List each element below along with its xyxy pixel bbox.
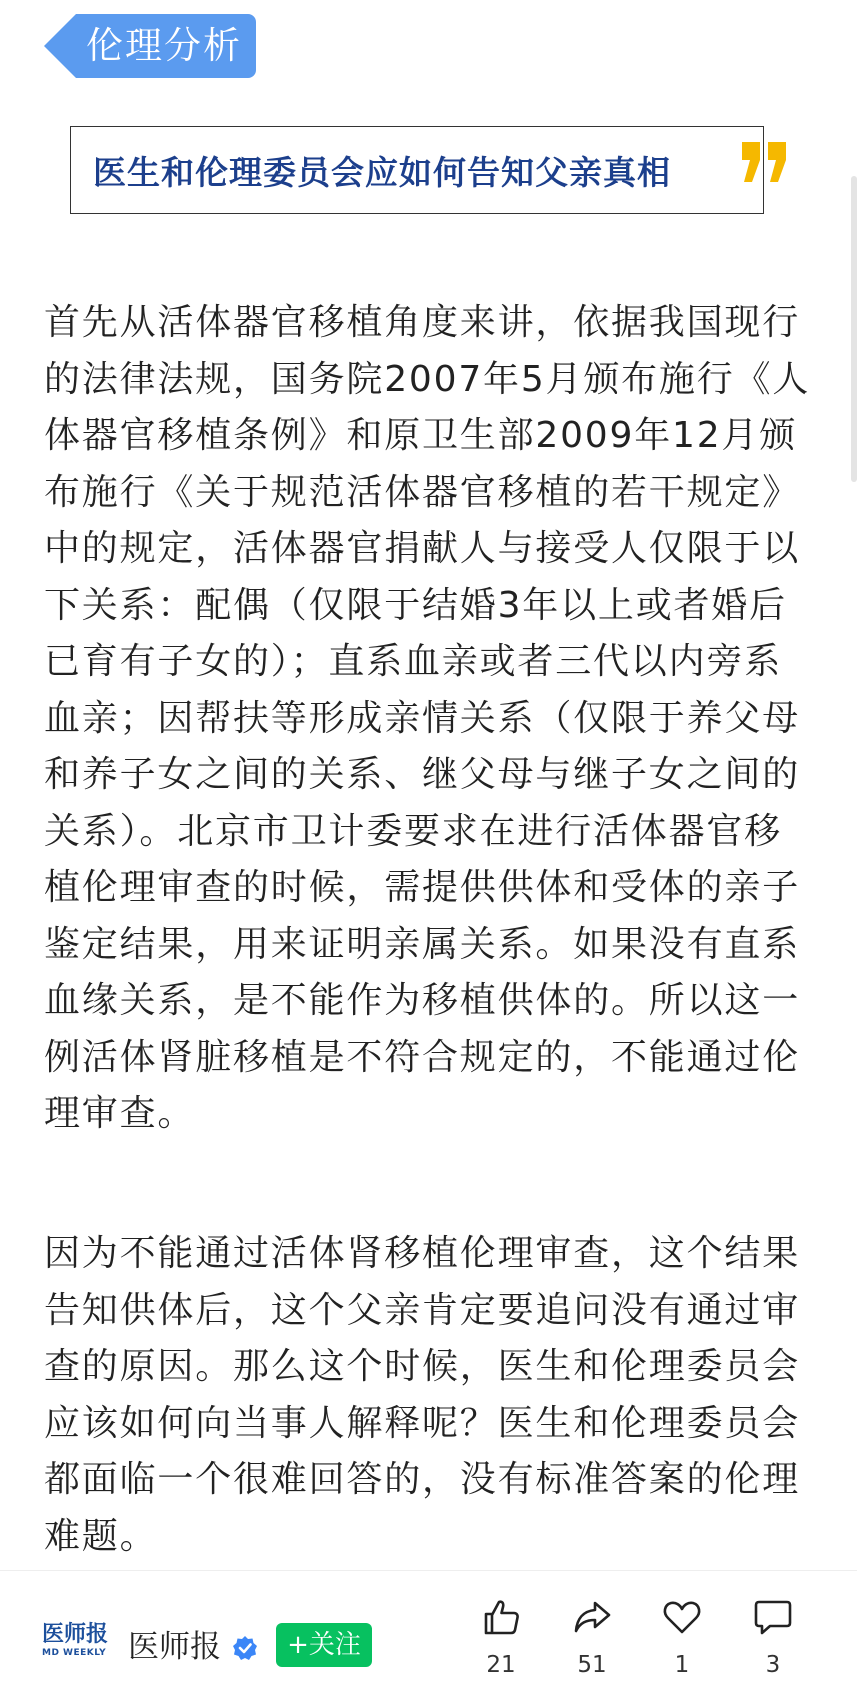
quote-mark-icon [738, 138, 792, 188]
comment-count: 3 [765, 1652, 781, 1678]
favorite-count: 1 [674, 1652, 690, 1678]
share-count: 51 [577, 1652, 607, 1678]
follow-button[interactable]: +关注 [276, 1623, 372, 1667]
comment-icon [753, 1597, 793, 1637]
publisher-logo[interactable] [42, 1621, 112, 1667]
favorite-button[interactable] [642, 1597, 722, 1679]
logo-en-text: MD WEEKLY [42, 1648, 107, 1658]
heart-icon [662, 1597, 702, 1637]
author-name[interactable]: 医师报 [128, 1629, 221, 1665]
like-button[interactable] [461, 1597, 541, 1679]
share-icon [572, 1597, 612, 1637]
logo-cn-text: 医师报 [42, 1621, 109, 1647]
article-paragraph: 因为不能通过活体肾移植伦理审查，这个结果告知供体后，这个父亲肯定要追问没有通过审查的原因。那么这个时候，医生和伦理委员会应该如何向当事人解释呢？医生和伦理委员会都面临一个很难回答的，没有标准答案的伦理难题。 [44, 1233, 801, 1557]
verified-badge-icon [232, 1635, 258, 1661]
comment-button[interactable] [733, 1597, 813, 1679]
section-tag-label: 伦理分析 [76, 14, 256, 78]
section-tag-arrow [44, 14, 76, 78]
scrollbar-thumb[interactable] [851, 176, 857, 482]
bottom-bar [0, 1570, 857, 1692]
section-tag [44, 14, 256, 78]
headline: 医生和伦理委员会应如何告知父亲真相 [93, 153, 671, 192]
like-count: 21 [486, 1652, 516, 1678]
thumbs-up-icon [481, 1597, 521, 1637]
headline-box [70, 126, 764, 214]
article-paragraph: 首先从活体器官移植角度来讲，依据我国现行的法律法规，国务院2007年5月颁布施行《人体器官移植条例》和原卫生部2009年12月颁布施行《关于规范活体器官移植的若干规定》中的规定，活体器官捐献人与接受人仅限于以下关系：配偶（仅限于结婚3年以上或者婚后已育有子女的）；直系血亲或者三代以内旁系血亲；因帮扶等形成亲情关系（仅限于养父母和养子女之间的关系、继父母与继子女之间的关系）。北京市卫计委要求在进行活体器官移植伦理审查的时候，需提供供体和受体的亲子鉴定结果，用来证明亲属关系。如果没有直系血缘关系，是不能作为移植供体的。所以这一例活体肾脏移植是不符合规定的，不能通过伦理审查。 [44, 302, 811, 1134]
share-button[interactable] [552, 1597, 632, 1679]
